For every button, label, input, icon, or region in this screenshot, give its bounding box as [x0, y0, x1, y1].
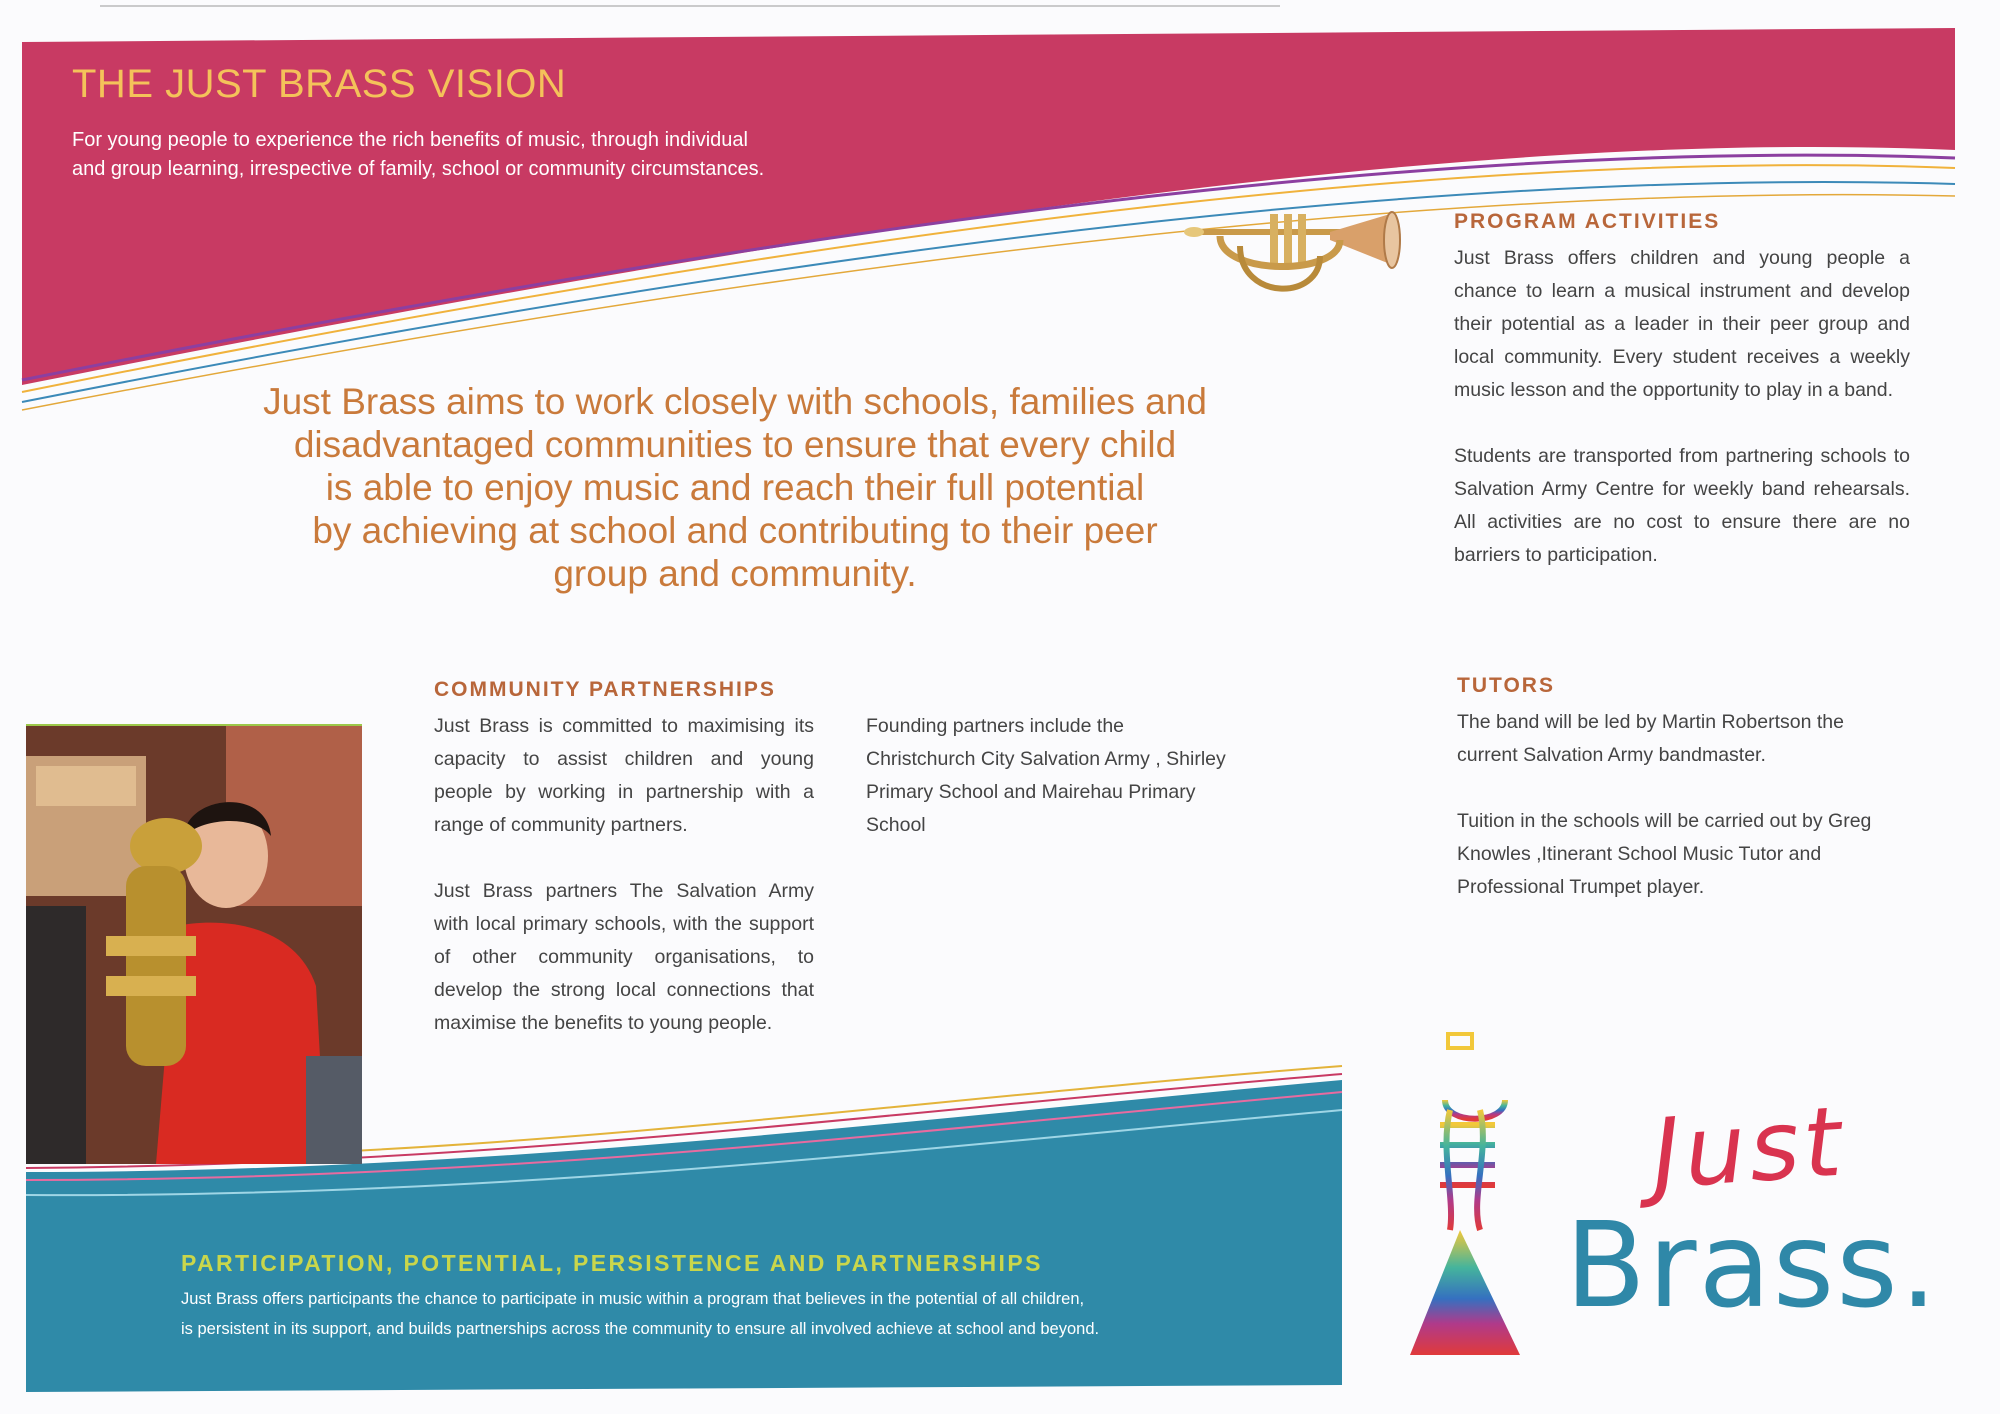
footer-text-line: Just Brass offers participants the chance to participate in music within a program that believes in the potential of all children, — [181, 1290, 1085, 1308]
program-activities-text — [1454, 242, 1910, 572]
aims-line: Just Brass aims to work closely with schools, families and — [263, 381, 1207, 422]
footer-text-line: is persistent in its support, and builds partnerships across the community to ensure all involved achieve at school and beyond. — [181, 1320, 1100, 1338]
community-partnerships-col1 — [434, 710, 814, 1040]
tutors-para: Tuition in the schools will be carried out by Greg Knowles ,Itinerant School Music Tutor and Professional Trumpet player. — [1457, 810, 1872, 898]
community-partnerships-para: Just Brass is committed to maximising its capacity to assist children and young people by working in partnership with a range of community partners. — [434, 715, 814, 836]
community-partnerships-heading: COMMUNITY PARTNERSHIPS — [434, 678, 776, 701]
aims-line: group and community. — [553, 553, 917, 594]
student-photo — [26, 726, 362, 1164]
vision-text — [72, 126, 852, 184]
logo-brass-text: Brass. — [1565, 1196, 1940, 1334]
community-partnerships-para: Just Brass partners The Salvation Army with local primary schools, with the support of other community organisations, to develop the strong local connections that maximise the benefits to young people. — [434, 880, 814, 1034]
vision-text-line: For young people to experience the rich benefits of music, through individual — [72, 129, 748, 151]
community-partnerships-para: Founding partners include the Christchurch City Salvation Army , Shirley Primary School and Mairehau Primary School — [866, 715, 1226, 836]
vision-text-line: and group learning, irrespective of family, school or community circumstances. — [72, 158, 765, 180]
logo-trumpet-icon — [1400, 1030, 1530, 1360]
footer-text — [181, 1284, 1181, 1344]
vision-title: THE JUST BRASS VISION — [72, 62, 567, 106]
program-activities-heading: PROGRAM ACTIVITIES — [1454, 210, 1721, 233]
aims-line: is able to enjoy music and reach their full potential — [325, 467, 1145, 508]
aims-statement — [215, 380, 1255, 595]
community-partnerships-col2 — [866, 710, 1230, 842]
aims-line: disadvantaged communities to ensure that every child — [293, 424, 1177, 465]
tutors-para: The band will be led by Martin Robertson the current Salvation Army bandmaster. — [1457, 711, 1844, 766]
logo-just-text: Just — [1648, 1085, 1849, 1211]
trumpet-image — [1180, 206, 1420, 316]
aims-line: by achieving at school and contributing to their peer — [312, 510, 1158, 551]
footer-title: PARTICIPATION, POTENTIAL, PERSISTENCE AND PARTNERSHIPS — [181, 1250, 1043, 1276]
program-activities-para: Just Brass offers children and young people a chance to learn a musical instrument and develop their potential as a leader in their peer group and local community. Every student receives a weekly music lesson and the opportunity to play in a band. — [1454, 247, 1910, 401]
tutors-text — [1457, 706, 1897, 904]
program-activities-para: Students are transported from partnering schools to Salvation Army Centre for weekly band rehearsals. All activities are no cost to ensure there are no barriers to participation. — [1454, 445, 1910, 566]
tutors-heading: TUTORS — [1457, 674, 1555, 697]
